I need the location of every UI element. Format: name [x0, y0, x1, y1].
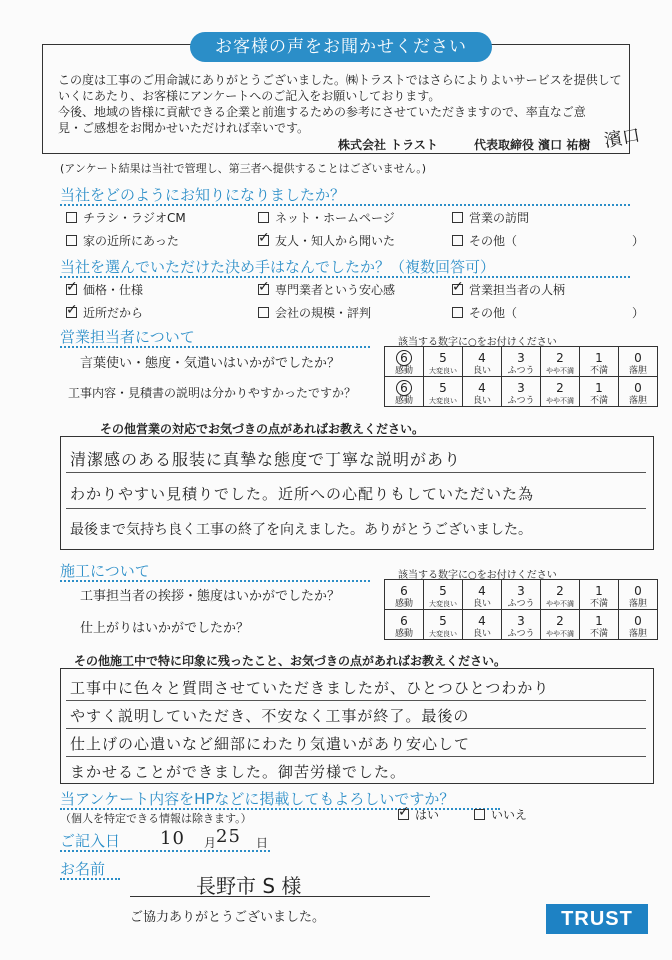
company-name: 株式会社 トラスト [338, 138, 438, 152]
checkbox[interactable] [452, 212, 463, 223]
intro-text [58, 72, 622, 136]
checkbox-checked[interactable] [258, 235, 269, 246]
publish-no[interactable]: いいえ [474, 806, 527, 823]
sales-rating-table[interactable] [384, 346, 658, 407]
paren-close: ） [632, 234, 645, 248]
trust-logo: TRUST [546, 904, 648, 934]
ruled-line [66, 472, 646, 473]
signature-seal: 濱口 [602, 125, 642, 152]
q1-option[interactable]: チラシ・ラジオCM [66, 209, 186, 226]
rating-cell[interactable]: 5 大変良い [424, 580, 463, 610]
ruled-line [66, 508, 646, 509]
rating-cell[interactable]: 1 不満 [580, 580, 619, 610]
q2-option[interactable]: ✓近所だから [66, 304, 143, 321]
q1-option[interactable]: ネット・ホームページ [258, 209, 395, 226]
sales-comment-line: 清潔感のある服装に真摯な態度で丁寧な説明があり [70, 450, 462, 469]
construction-comment-line: 工事中に色々と質問させていただきましたが、ひとつひとつわかり [70, 679, 550, 697]
construction-rating-table[interactable] [384, 579, 658, 640]
construction-heading: 施工について [60, 562, 150, 580]
checkbox[interactable] [452, 307, 463, 318]
rating-cell[interactable]: 0 落胆 [619, 580, 658, 610]
rating-cell[interactable]: 4 良い [463, 347, 502, 377]
rating-cell[interactable]: 6 感動 [385, 610, 424, 640]
rating-cell[interactable]: 3 ふつう [502, 377, 541, 407]
q2-option[interactable]: その他（ [452, 304, 517, 321]
name-underline [130, 896, 430, 897]
ruled-line [66, 756, 646, 757]
rating-cell[interactable]: 4 良い [463, 610, 502, 640]
privacy-note: (アンケート結果は当社で管理し、第三者へ提供することはございません。) [60, 162, 427, 175]
construction-question-a: 工事担当者の挨拶・態度はいかがでしたか？ [80, 589, 341, 604]
checkbox[interactable] [66, 235, 77, 246]
checkbox-checked[interactable] [66, 307, 77, 318]
date-month[interactable]: 10 [160, 828, 185, 849]
sales-comment-line: 最後まで気持ち良く工事の終了を向えました。ありがとうございました。 [70, 522, 532, 538]
q2-option[interactable]: ✓ 専門業者という安心感 [258, 281, 395, 298]
rating-cell[interactable]: 2 やや不満 [541, 610, 580, 640]
rating-cell[interactable]: 6 感動 [385, 347, 424, 377]
date-rule [60, 850, 270, 852]
rating-cell[interactable]: 2 やや不満 [541, 377, 580, 407]
q2-heading: 当社を選んでいただけた決め手はなんでしたか？（複数回答可） [60, 258, 496, 276]
rating-cell[interactable]: 2 やや不満 [541, 347, 580, 377]
checkbox[interactable] [474, 809, 485, 820]
sales-comment-prompt: その他営業の対応でお気づきの点があればお教えください。 [100, 422, 425, 436]
q1-option[interactable]: 家の近所にあった [66, 232, 179, 249]
representative-name: 代表取締役 濱口 祐樹 [474, 138, 591, 152]
checkbox[interactable] [452, 235, 463, 246]
checkbox[interactable] [258, 307, 269, 318]
q2-option[interactable]: 会社の規模・評判 [258, 304, 371, 321]
rating-cell[interactable]: 1 不満 [580, 347, 619, 377]
intro-line: この度は工事のご用命誠にありがとうございました。㈱トラストではさらによりよいサービスを提供して [58, 73, 622, 87]
q1-option[interactable]: その他（ [452, 232, 517, 249]
name-value[interactable]: 長野市 S 様 [196, 874, 302, 898]
rating-cell[interactable]: 0 落胆 [619, 347, 658, 377]
rating-cell[interactable]: 3 ふつう [502, 580, 541, 610]
rating-cell[interactable]: 1 不満 [580, 610, 619, 640]
rating-cell[interactable]: 3 ふつう [502, 347, 541, 377]
rating-cell[interactable]: 4 良い [463, 377, 502, 407]
rating-cell[interactable]: 6 感動 [385, 377, 424, 407]
sales-comment-line: わかりやすい見積りでした。近所への心配りもしていただいた為 [70, 485, 535, 503]
q1-rule [60, 204, 630, 206]
ruled-line [66, 728, 646, 729]
construction-comment-line: まかせることができました。御苦労様でした。 [70, 763, 407, 781]
rating-cell[interactable]: 5 大変良い [424, 610, 463, 640]
rating-cell[interactable]: 1 不満 [580, 377, 619, 407]
publish-heading: 当アンケート内容をHPなどに掲載してもよろしいですか？ [60, 790, 455, 808]
construction-question-b: 仕上がりはいかがでしたか？ [80, 621, 250, 636]
name-rule [60, 878, 120, 880]
page-title: お客様の声をお聞かせください [190, 32, 492, 62]
rating-cell[interactable]: 4 良い [463, 580, 502, 610]
checkbox[interactable] [66, 212, 77, 223]
construction-comment-prompt: その他施工中で特に印象に残ったこと、お気づきの点があればお教えください。 [74, 654, 507, 668]
date-day[interactable]: 25 [216, 826, 241, 847]
publish-note: （個人を特定できる情報は除きます。） [60, 812, 252, 825]
intro-line: いくにあたり、お客様にアンケートへのご記入をお願いしております。 [58, 89, 441, 103]
q2-rule [60, 276, 630, 278]
construction-rule [60, 580, 370, 582]
month-unit: 月 [204, 836, 217, 850]
scale-caption: 該当する数字に○をお付けください [398, 570, 557, 581]
rating-cell[interactable]: 3 ふつう [502, 610, 541, 640]
thanks-text: ご協力ありがとうございました。 [130, 910, 326, 925]
q1-heading: 当社をどのようにお知りになりましたか？ [60, 186, 346, 204]
intro-line: 見・ご感想をお聞かせいただければ幸いです。 [58, 121, 310, 135]
publish-yes[interactable]: ✓ はい [398, 806, 439, 823]
sales-rule [60, 346, 370, 348]
checkbox-checked[interactable] [66, 284, 77, 295]
q2-option[interactable]: ✓価格・仕様 [66, 281, 143, 298]
intro-line: 今後、地域の皆様に貢献できる企業と前進するための参考にさせていただきますので、率直なご意 [58, 105, 586, 119]
scale-caption: 該当する数字に○をお付けください [398, 337, 557, 348]
paren-close: ） [632, 306, 645, 320]
rating-cell[interactable]: 0 落胆 [619, 610, 658, 640]
rating-cell[interactable]: 5 大変良い [424, 347, 463, 377]
date-label: ご記入日 [60, 832, 121, 850]
construction-comment-line: やすく説明していただき、不安なく工事が終了。最後の [70, 707, 470, 725]
checkbox-checked[interactable] [258, 284, 269, 295]
sales-question-a: 言葉使い・態度・気遣いはいかがでしたか？ [80, 356, 341, 371]
checkbox[interactable] [258, 212, 269, 223]
ruled-line [66, 700, 646, 701]
rating-cell[interactable]: 2 やや不満 [541, 580, 580, 610]
construction-comment-line: 仕上げの心遣いなど細部にわたり気遣いがあり安心して [70, 735, 471, 753]
q1-option[interactable]: 営業の訪問 [452, 209, 529, 226]
q2-option[interactable]: ✓ 営業担当者の人柄 [452, 281, 565, 298]
rating-cell[interactable]: 0 落胆 [619, 377, 658, 407]
rating-cell[interactable]: 6 感動 [385, 580, 424, 610]
sales-question-b: 工事内容・見積書の説明は分かりやすかったですか？ [68, 386, 357, 400]
day-unit: 日 [256, 836, 269, 850]
checkbox-checked[interactable] [452, 284, 463, 295]
q1-option[interactable]: ✓ 友人・知人から聞いた [258, 232, 395, 249]
sales-heading: 営業担当者について [60, 328, 195, 346]
rating-cell[interactable]: 5 大変良い [424, 377, 463, 407]
checkbox-checked[interactable] [398, 809, 409, 820]
name-label: お名前 [60, 860, 106, 878]
